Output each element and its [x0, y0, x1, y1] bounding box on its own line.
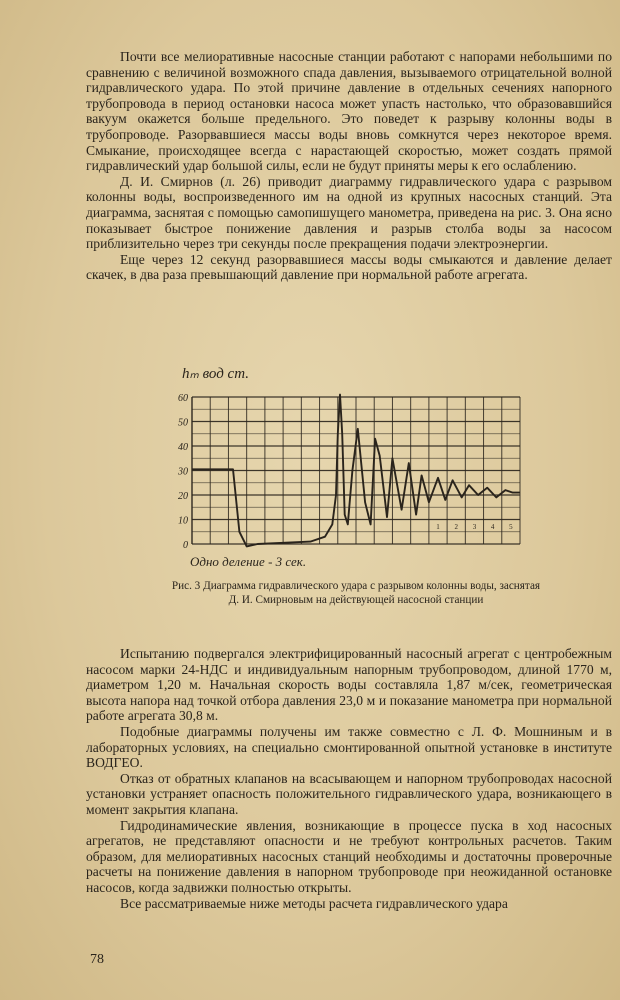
paragraph: Гидродинамические явления, возникающие в процессе пуска в ход насосных агрегатов, не представляют опасности и не требуют контрольных расчетов. Таким образом, для мелиоративных насосных станций необходимы и достаточны проверочные расчеты на понижение давления в напорном трубопроводе при неожиданной остановке насосов, когда задвижки полностью открыты.: [86, 817, 612, 895]
y-tick-label: 20: [178, 491, 188, 502]
grid-cell-number: 1: [436, 522, 440, 531]
paragraph: Испытанию подвергался электрифицированный насосный агрегат с центробежным насосом марки 24-НДС и индивидуальным напорным трубопроводом, длиной 1770 м, диаметром 1,20 м. Начальная скорость воды составляла 1,87 м/сек, геометрическая высота напора над точкой отбора давления 23,0 м и показание манометра при нормальной работе агрегата 30,8 м.: [86, 646, 612, 724]
paragraph: Подобные диаграммы получены им также совместно с Л. Ф. Мошниным и в лабораторных условиях, на специально смонтированной опытной установке в институте ВОДГЕО.: [86, 723, 612, 771]
paragraph: Почти все мелиоративные насосные станции работают с напорами небольшими по сравнению с величиной возможного спада давления, вызываемого отрицательной волной гидравлического удара. По этой причине давление в отдельных сечениях напорного трубопровода в период остановки насоса может упасть настолько, что образовавшийся вакуум окажется больше предельного. Это поведет к разрыву колонны воды в трубопроводе. Разорвавшиеся массы воды вновь сомкнутся через некоторое время. Смыкание, происходящее всегда с нарастающей скоростью, может создать прямой гидравлический удар большой силы, если не будут приняты меры к его ослаблению.: [86, 49, 612, 174]
grid-cell-number: 3: [472, 522, 477, 531]
figure-pressure-diagram: [168, 360, 538, 578]
y-tick-label: 10: [178, 515, 188, 527]
figure-caption: Рис. 3 Диаграмма гидравлического удара с разрывом колонны воды, заснятая Д. И. Смирновым на действующей насосной станции: [171, 580, 541, 606]
grid-cell-number: 5: [509, 522, 513, 531]
x-axis-note: Одно деление - 3 сек.: [190, 554, 307, 569]
text-block-bottom: [86, 646, 612, 911]
y-tick-label: 0: [183, 540, 188, 551]
y-tick-label: 60: [178, 393, 188, 404]
grid-cell-number: 2: [454, 522, 458, 531]
page-number: 78: [90, 952, 104, 967]
pressure-chart: [168, 360, 538, 578]
y-tick-label: 50: [178, 417, 188, 429]
paragraph: Еще через 12 секунд разорвавшиеся массы воды смыкаются и давление делает скачек, в два раза превышающий давление при нормальной работе агрегата.: [86, 251, 612, 283]
y-tick-label: 30: [178, 466, 188, 478]
y-tick-label: 40: [178, 442, 188, 453]
paragraph: Все рассматриваемые ниже методы расчета гидравлического удара: [120, 895, 508, 911]
paragraph: Отказ от обратных клапанов на всасывающем и напорном трубопроводах насосной установки устраняет опасность положительного гидравлического удара, возникающего в момент закрытия клапана.: [86, 770, 612, 817]
grid-cell-number: 4: [490, 522, 495, 531]
paragraph: Д. И. Смирнов (л. 26) приводит диаграмму гидравлического удара с разрывом колонны воды, воспроизведенного им на одной из крупных насосных станций. Эта диаграмма, заснятая с помощью самопишущего манометра, приведена на рис. 3. Она ясно показывает быстрое понижение давления и разрыв столба воды за насосом приблизительно через три секунды после прекращения подачи электроэнергии.: [86, 173, 612, 252]
y-axis-label: hₘ вод ст.: [182, 366, 249, 382]
text-block-top: [86, 49, 612, 283]
